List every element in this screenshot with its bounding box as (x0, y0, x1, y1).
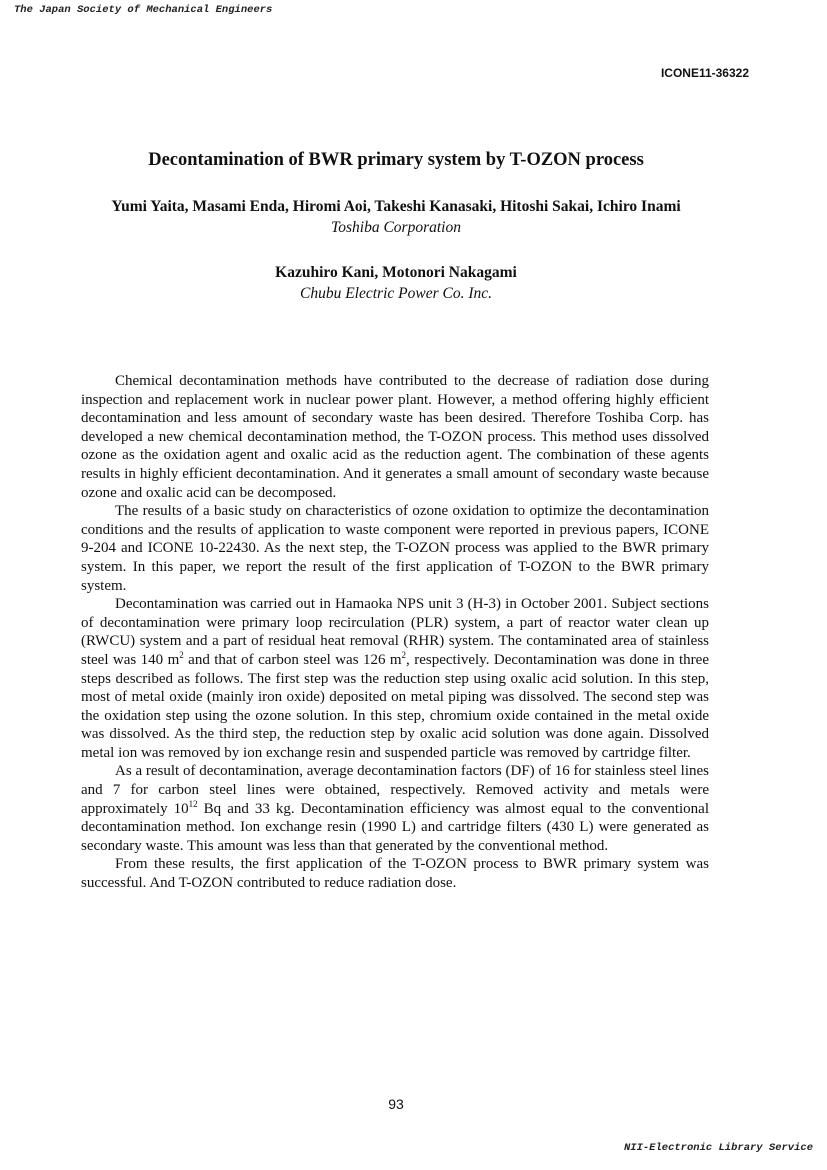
paragraph-3-part-b: and that of carbon steel was 126 m (183, 651, 402, 668)
page-number: 93 (388, 1096, 404, 1112)
affiliation-2: Chubu Electric Power Co. Inc. (300, 285, 492, 302)
paragraph-2: The results of a basic study on characteristics of ozone oxidation to optimize the decontamination conditions and the results of application to waste component were reported in previous papers, ICONE 9-204 and ICONE 10-22430. As the next step, the T-OZON process was applied to the BWR primary system. In this paper, we report the result of the first application of T-OZON to the BWR primary system. (81, 503, 709, 594)
paragraph-3 (81, 595, 709, 762)
affiliation-1: Toshiba Corporation (331, 219, 461, 236)
paragraph-3-part-c: , respectively. Decontamination was done in three steps described as follows. The first step was the reduction step using oxalic acid solution. In this step, most of metal oxide (mainly iron oxide) deposited on metal piping was dissolved. The second step was the oxidation step using the ozone solution. In this step, chromium oxide contained in the metal oxide was dissolved. As the third step, the reduction step by oxalic acid solution was done again. Dissolved metal ion was removed by ion exchange resin and suspended particle was removed by cartridge filter. (81, 651, 709, 761)
paragraph-4-part-b: Bq and 33 kg. Decontamination efficiency was almost equal to the conventional decontamination method. Ion exchange resin (1990 L) and cartridge filters (430 L) were generated as secondary waste. This amount was less than that generated by the conventional method. (81, 800, 709, 854)
authors-line-1: Yumi Yaita, Masami Enda, Hiromi Aoi, Takeshi Kanasaki, Hitoshi Sakai, Ichiro Inami (111, 198, 681, 215)
society-header: The Japan Society of Mechanical Engineers (14, 4, 273, 16)
paragraph-4-part-a: As a result of decontamination, average decontamination factors (DF) of 16 for stainless steel lines and 7 for carbon steel lines were obtained, respectively. Removed activity and metals were approximately 10 (81, 763, 709, 817)
paragraph-4 (81, 762, 709, 855)
superscript-squared-2: 2 (401, 649, 407, 660)
paragraph-3-part-a: Decontamination was carried out in Hamaoka NPS unit 3 (H-3) in October 2001. Subject sections of decontamination were primary loop recirculation (PLR) system, a part of reactor water clean up (RWCU) system and a part of residual heat removal (RHR) system. The contaminated area of stainless steel was 140 m (81, 596, 709, 668)
paragraph-1: Chemical decontamination methods have contributed to the decrease of radiation dose during inspection and replacement work in nuclear power plant. However, a method offering highly efficient decontamination and less amount of secondary waste has been desired. Therefore Toshiba Corp. has developed a new chemical decontamination method, the T-OZON process. This method uses dissolved ozone as the oxidation agent and oxalic acid as the reduction agent. The combination of these agents results in highly efficient decontamination. And it generates a small amount of secondary waste because ozone and oxalic acid can be decomposed. (81, 373, 709, 501)
abstract-body (81, 372, 709, 893)
superscript-exponent: 12 (188, 798, 198, 809)
paragraph-5: From these results, the first application of the T-OZON process to BWR primary system was successful. And T-OZON contributed to reduce radiation dose. (81, 856, 709, 892)
library-service-footer: NII-Electronic Library Service (623, 1142, 813, 1154)
paper-title: Decontamination of BWR primary system by T-OZON process (148, 150, 644, 170)
superscript-squared-1: 2 (179, 649, 184, 660)
authors-line-2: Kazuhiro Kani, Motonori Nakagami (275, 264, 517, 281)
paper-id: ICONE11-36322 (660, 66, 749, 80)
